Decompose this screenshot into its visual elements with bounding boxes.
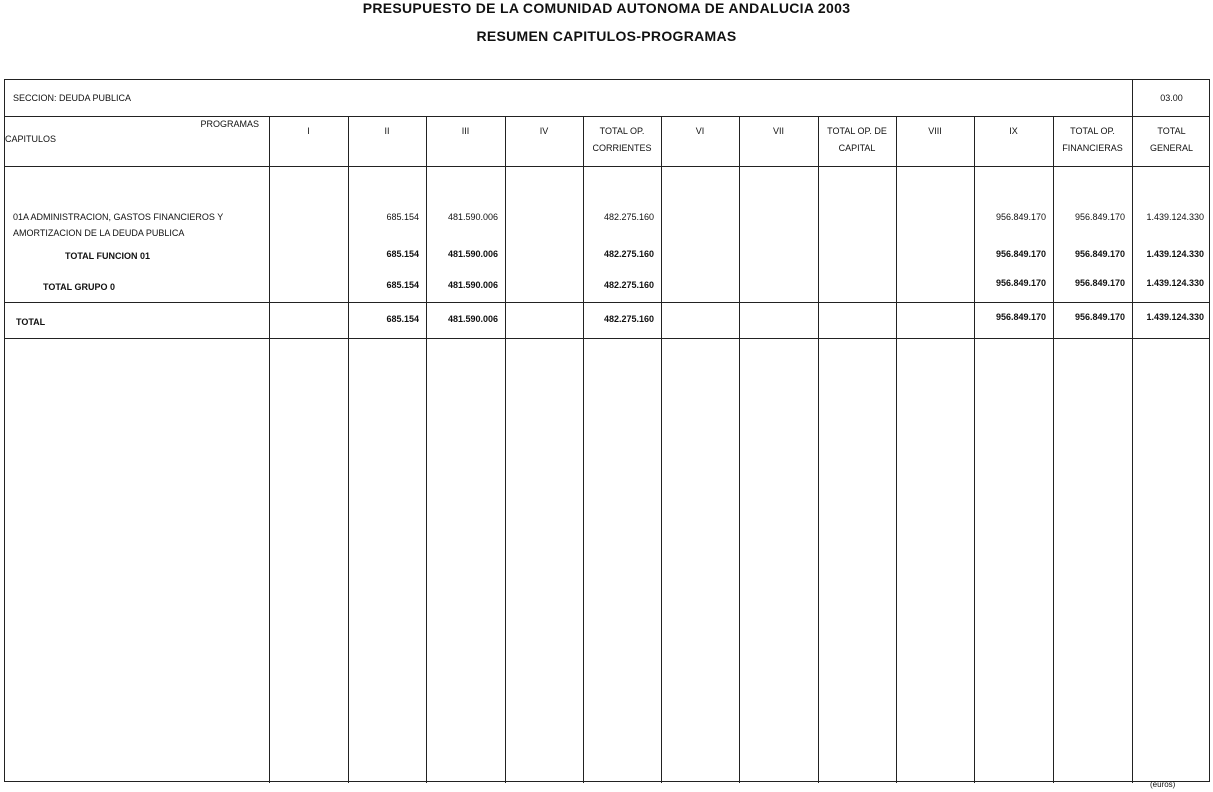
row-01a-II: 685.154 [386, 212, 419, 222]
header-col-IX: IX [1009, 126, 1018, 136]
row-01a-total-financieras: 956.849.170 [1074, 212, 1125, 222]
row-grupo-total-financieras: 956.849.170 [1074, 278, 1125, 288]
row-01a-IX: 956.849.170 [995, 212, 1046, 222]
row-grupo-IX: 956.849.170 [995, 278, 1046, 288]
header-col-IV: IV [539, 126, 549, 136]
section-label: SECCION: DEUDA PUBLICA [13, 93, 132, 103]
header-col-total-corrientes-line2: CORRIENTES [592, 143, 652, 153]
header-col-II: II [384, 126, 390, 136]
document-subtitle: RESUMEN CAPITULOS-PROGRAMAS [476, 28, 737, 44]
col-divider [505, 116, 506, 783]
row-01a-total-corrientes: 482.275.160 [603, 212, 654, 222]
budget-table [4, 79, 1210, 782]
row-total-II: 685.154 [386, 314, 419, 324]
row-total-III: 481.590.006 [447, 314, 498, 324]
row-total-total-corrientes: 482.275.160 [603, 314, 654, 324]
header-col-total-financieras-line2: FINANCIERAS [1062, 143, 1123, 153]
col-divider [739, 116, 740, 783]
total-row-top-divider [5, 302, 1209, 303]
header-col-I: I [307, 126, 310, 136]
row-grupo-total-general: 1.439.124.330 [1146, 278, 1204, 288]
row-funcion-total-general: 1.439.124.330 [1146, 249, 1204, 259]
row-total-total-financieras: 956.849.170 [1074, 312, 1125, 322]
header-col-VII: VII [772, 126, 784, 136]
header-col-total-capital-line1: TOTAL OP. DE [827, 126, 887, 136]
row-funcion-III: 481.590.006 [447, 249, 498, 259]
units-note: (euros) [1150, 780, 1176, 789]
header-capitulos: CAPITULOS [5, 134, 57, 144]
row-grupo-total-corrientes: 482.275.160 [603, 280, 654, 290]
row-01a-III: 481.590.006 [447, 212, 498, 222]
section-code: 03.00 [1160, 93, 1183, 103]
row-total-label: TOTAL [16, 317, 46, 327]
header-col-total-corrientes-line1: TOTAL OP. [599, 126, 645, 136]
row-funcion-total-financieras: 956.849.170 [1074, 249, 1125, 259]
row-grupo-III: 481.590.006 [447, 280, 498, 290]
header-col-total-general-line2: GENERAL [1149, 143, 1193, 153]
header-col-VIII: VIII [928, 126, 942, 136]
row-funcion-II: 685.154 [386, 249, 419, 259]
header-col-total-financieras-line1: TOTAL OP. [1070, 126, 1115, 136]
col-divider [896, 116, 897, 783]
col-divider [818, 116, 819, 783]
row-funcion-label: TOTAL FUNCION 01 [65, 251, 151, 261]
header-col-III: III [461, 126, 470, 136]
header-col-total-general-line1: TOTAL [1157, 126, 1186, 136]
row-01a-label-line1: 01A ADMINISTRACION, GASTOS FINANCIEROS Y [13, 212, 224, 222]
header-programas: PROGRAMAS [200, 119, 259, 129]
header-col-VI: VI [695, 126, 705, 136]
header-col-total-capital-line2: CAPITAL [838, 143, 876, 153]
row-grupo-label: TOTAL GRUPO 0 [43, 282, 116, 292]
header-row-divider [5, 166, 1209, 167]
row-total-IX: 956.849.170 [995, 312, 1046, 322]
col-divider [269, 116, 270, 783]
row-funcion-IX: 956.849.170 [995, 249, 1046, 259]
row-01a-total-general: 1.439.124.330 [1146, 212, 1204, 222]
row-funcion-total-corrientes: 482.275.160 [603, 249, 654, 259]
row-01a-label-line2: AMORTIZACION DE LA DEUDA PUBLICA [13, 228, 185, 238]
col-divider [661, 116, 662, 783]
row-total-total-general: 1.439.124.330 [1146, 312, 1204, 322]
total-row-bottom-divider [5, 338, 1209, 339]
row-grupo-II: 685.154 [386, 280, 419, 290]
document-title: PRESUPUESTO DE LA COMUNIDAD AUTONOMA DE ANDALUCIA 2003 [362, 0, 851, 16]
